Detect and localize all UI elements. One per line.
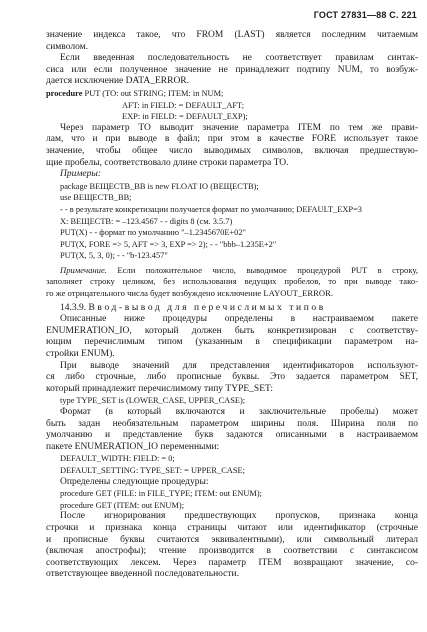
paragraph-4 [46, 314, 418, 360]
text-line: значение индекса такое, что FROM (LAST) является последним читаемым [46, 30, 418, 40]
text-line: Через параметр TO выводит значение параметра ITEM по тем же прави- [60, 122, 418, 133]
note-line: заполняет строку целиком, без использования ведущих пробелов, то при выводе тако- [46, 276, 418, 287]
text-line: После игнорирования предшествующих пропусков, признака конца [60, 511, 418, 522]
code-line: DEFAULT_WIDTH: FIELD: = 0; [60, 454, 175, 464]
text-line: Описанные ниже процедуры определены в настраиваемом пакете [60, 314, 418, 325]
note-block [46, 265, 418, 300]
paragraph-8 [46, 511, 418, 581]
text-line: и прописные буквы считаются эквивалентными), или символьный литерал [46, 534, 418, 545]
code-line: PUT(X, 5, 3, 0); - - "b-123.457" [60, 251, 168, 261]
text-line: который принадлежит перечислимому типу TYPE_SET: [46, 383, 273, 394]
code-block-put [46, 88, 418, 123]
text-line: ющим перечислимым типом (указанным в спецификации параметром на- [46, 337, 418, 348]
paragraph-6 [46, 407, 418, 453]
paragraph-1 [46, 30, 418, 53]
page-header: ГОСТ 27831—88 С. 221 [313, 10, 417, 20]
code-line: PUT(X) - - формат по умолчанию "–1.2345670E+02" [60, 228, 246, 238]
code-block-examples [46, 181, 418, 262]
text-line: соответствующих лексем. Через параметр ITEM возвращают значение, со- [46, 557, 418, 568]
text-line: щие пробелы, соответствовало длине строки параметра TO. [46, 157, 289, 168]
code-line: PUT(X, FORE => 5, AFT => 3, EXP => 2); - - "bbb–1.235E+2" [60, 239, 277, 249]
text-line: ENUMERATION_IO, который должен быть конкретизирован с соответству- [46, 325, 418, 336]
paragraph-5 [46, 361, 418, 396]
code-line: package ВЕЩЕСТВ_ВВ is new FLOAT IO (ВЕЩЕСТВ); [60, 181, 259, 191]
code-line: PUT (TO: out STRING; ITEM: in NUM; [84, 88, 224, 98]
text-line: значение, чтобы общее число выводимых символов, включая предшествую- [46, 145, 418, 156]
text-line: пакете ENUMERATION_IO переменными: [46, 441, 220, 452]
text-line: Если введенная последовательность не соответствует правилам синтак- [60, 53, 418, 64]
text-line: Определены следующие процедуры: [60, 476, 209, 487]
paragraph-3 [46, 123, 418, 169]
code-block-get [46, 488, 418, 511]
examples-heading: Примеры: [60, 169, 101, 180]
code-keyword: procedure [46, 88, 83, 98]
page-content [46, 30, 418, 581]
text-line: дается исключение DATA_ERROR. [46, 76, 190, 87]
code-line: X: ВЕЩЕСТВ: = –123.4567 - - digits 8 (см. 3.5.7) [60, 216, 233, 226]
text-line: лам, что и при выводе в файл; при этом в качестве FORE использует такое [46, 134, 418, 145]
text-line: умолчанию и представление букв задаются описанными в настраиваемом [46, 430, 418, 441]
text-line: сиса или если полученное значение не принадлежит подтипу NUM, то возбуж- [46, 64, 418, 75]
section-title: Ввод-вывод для перечислимых типов [88, 302, 326, 313]
code-block-defaults [46, 453, 418, 476]
note-label: Примечание. [60, 264, 107, 275]
code-line: procedure GET (FILE: in FILE_TYPE; ITEM: out ENUM); [60, 489, 262, 499]
note-line: го же отрицательного числа будет возбуждено исключение LAYOUT_ERROR. [46, 288, 333, 299]
text-line: стройки ENUM). [46, 349, 115, 360]
section-heading [46, 303, 418, 315]
code-line: type TYPE_SET is (LOWER_CASE, UPPER_CASE); [60, 396, 246, 406]
text-line: строчки и признака конца страницы читают или идентификатор (строчные [46, 522, 418, 533]
note-line: Если положительное число, выводимое процедурой PUT в строку, [117, 264, 418, 275]
text-line: ся либо строчные, либо прописные буквы. Это задается параметром SET, [46, 372, 418, 383]
text-line: При выводе значений для представления идентификаторов используют- [60, 360, 418, 371]
section-number: 14.3.9. [60, 302, 87, 313]
text-line: быть задан необязательным параметром ширины поля. Ширина поля по [46, 418, 418, 429]
text-line: символом. [46, 41, 89, 52]
code-block-type-set [46, 395, 418, 407]
code-line: DEFAULT_SETTING: TYPE_SET: = UPPER_CASE; [60, 465, 245, 475]
text-line: Формат (в который включаются и заключительные пробелы) может [60, 407, 418, 417]
code-line: use ВЕЩЕСТВ_ВВ; [60, 193, 132, 203]
text-line: ответствующее введенной последовательности. [46, 569, 239, 580]
code-line: procedure GET (ITEM: out ENUM); [60, 500, 185, 510]
code-line: AFT: in FIELD: = DEFAULT_AFT; [122, 100, 245, 110]
code-line: - - в результате конкретизации получается формат по умолчанию; DEFAULT_EXP=3 [60, 204, 362, 214]
paragraph-2 [46, 53, 418, 88]
code-line: EXP: in FIELD: = DEFAULT_EXP); [122, 112, 248, 122]
text-line: (включая апострофы); чтение производится в соответствии с синтаксисом [46, 546, 418, 557]
